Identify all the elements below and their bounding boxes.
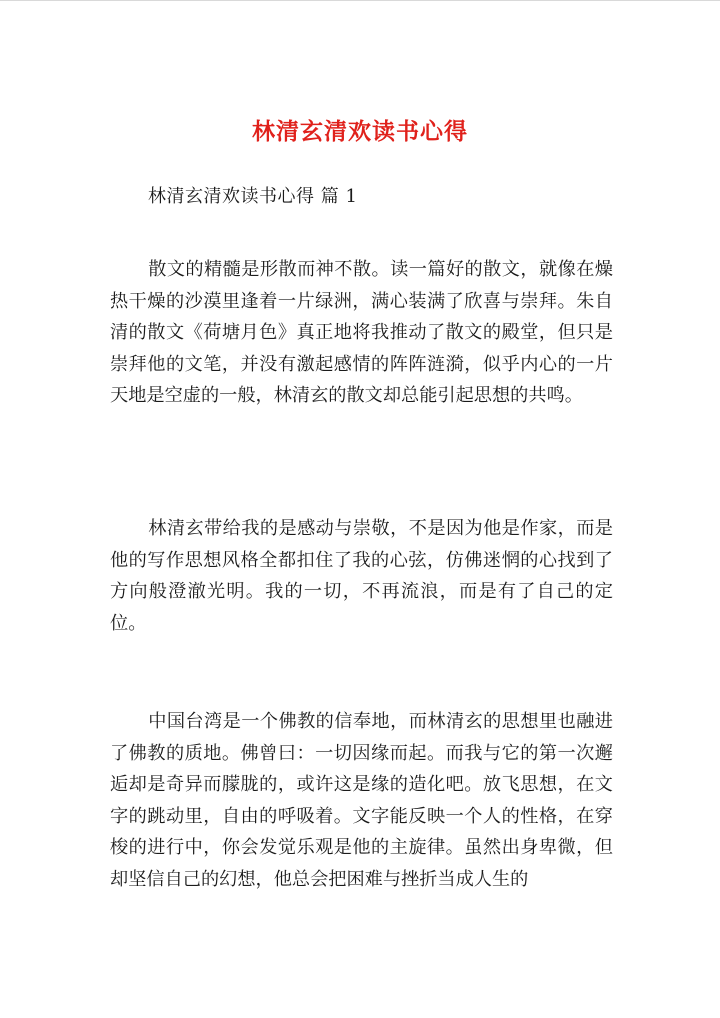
section-heading: 林清玄清欢读书心得 篇 1 xyxy=(148,186,358,207)
document-title: 林清玄清欢读书心得 xyxy=(252,118,468,145)
paragraph-3: 中国台湾是一个佛教的信奉地，而林清玄的思想里也融进了佛教的质地。佛曾曰：一切因缘而起。而我与它的第一次邂逅却是奇异而朦胧的，或许这是缘的造化吧。放飞思想，在文字的跳动里，自由的呼吸着。文字能反映一个人的性格，在穿梭的进行中，你会发觉乐观是他的主旋律。虽然出身卑微，但却坚信自己的幻想，他总会把困难与挫折当成人生的 xyxy=(110,711,613,890)
paragraph-2: 林清玄带给我的是感动与崇敬，不是因为他是作家，而是他的写作思想风格全都扣住了我的心弦，仿佛迷惘的心找到了方向般澄澈光明。我的一切，不再流浪，而是有了自己的定位。 xyxy=(110,518,613,634)
paragraph-1: 散文的精髓是形散而神不散。读一篇好的散文，就像在燥热干燥的沙漠里逢着一片绿洲，满心装满了欣喜与崇拜。朱自清的散文《荷塘月色》真正地将我推动了散文的殿堂，但只是崇拜他的文笔，并没有激起感情的阵阵涟漪，似乎内心的一片天地是空虚的一般，林清玄的散文却总能引起思想的共鸣。 xyxy=(110,259,613,406)
